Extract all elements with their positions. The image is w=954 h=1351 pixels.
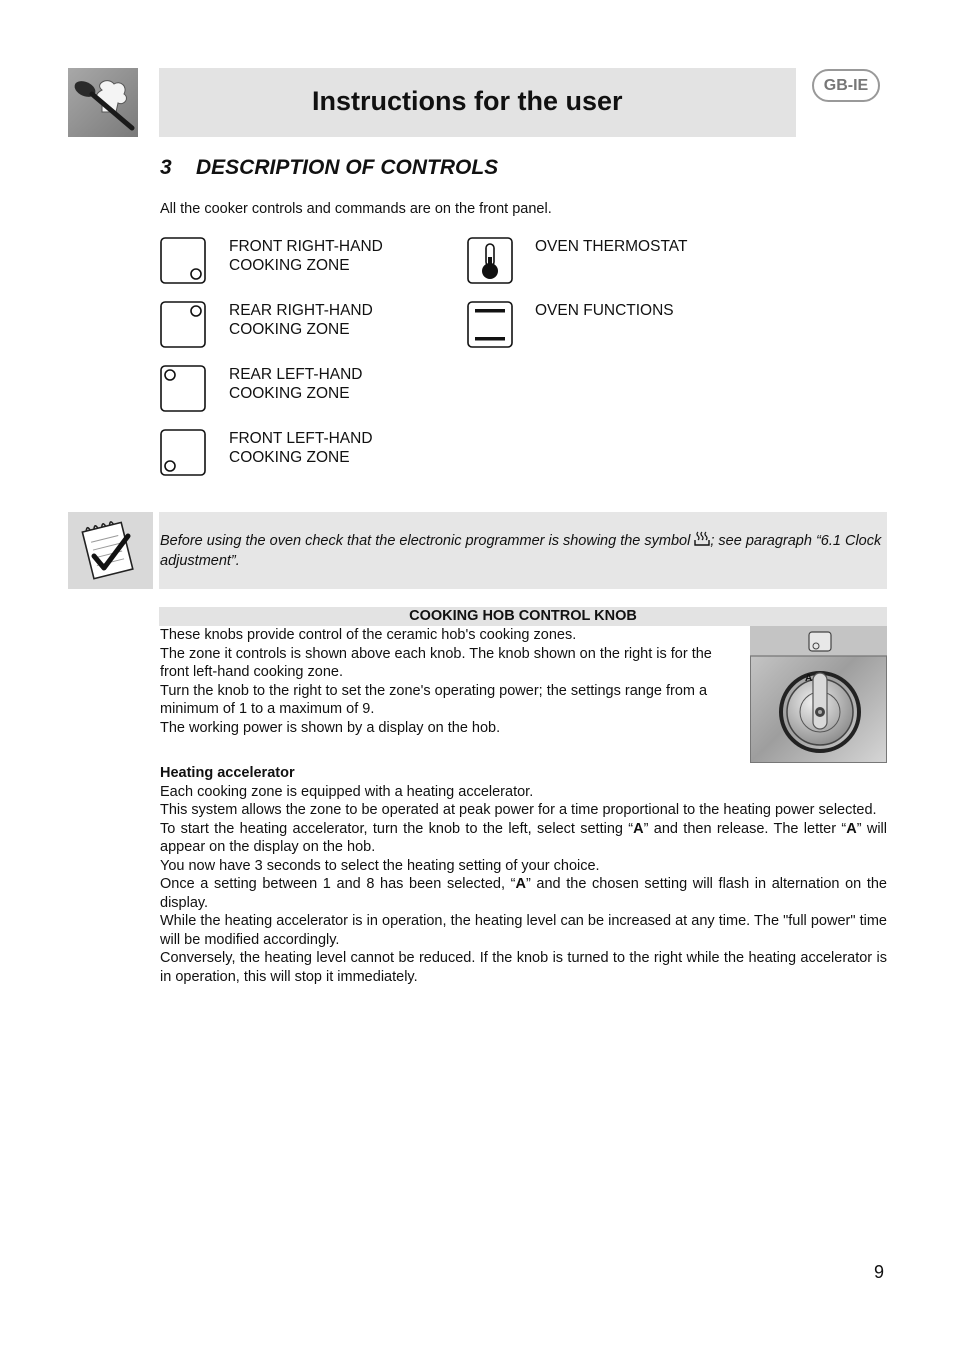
subsection-heading: COOKING HOB CONTROL KNOB	[409, 608, 637, 624]
oven-functions-icon	[467, 301, 513, 348]
paragraph: Turn the knob to the right to set the zone's operating power; the settings range from a minimum of 1 to a maximum of 9.	[160, 682, 708, 717]
accelerator-heading: Heating accelerator	[160, 765, 295, 781]
chef-logo	[68, 68, 138, 137]
control-label-oven-thermostat: OVEN THERMOSTAT	[535, 238, 688, 255]
paragraph: Each cooking zone is equipped with a heating accelerator.	[160, 783, 534, 800]
control-label-front-left: FRONT LEFT-HAND COOKING ZONE	[229, 430, 373, 466]
zone-rear-right-icon	[160, 301, 206, 348]
knob-illustration	[750, 626, 887, 763]
paragraph: You now have 3 seconds to select the heating setting of your choice.	[160, 857, 600, 874]
paragraph: While the heating accelerator is in operation, the heating level can be increased at any time. The "full power" time will be modified accordingly.	[160, 913, 887, 948]
zone-front-left-icon	[160, 429, 206, 476]
notepad-check-icon	[68, 512, 153, 589]
paragraph: The zone it controls is shown above each knob. The knob shown on the right is for the front left-hand cooking zone.	[160, 645, 712, 680]
region-badge: GB-IE	[812, 69, 880, 102]
section-heading	[160, 156, 498, 180]
note-text: Before using the oven check that the electronic programmer is showing the symbol ; see paragraph “6.1 Clock adjustment”.	[160, 533, 882, 569]
paragraph: This system allows the zone to be operated at peak power for a time proportional to the heating power selected.	[160, 802, 877, 818]
control-label-front-right: FRONT RIGHT-HAND COOKING ZONE	[229, 238, 383, 274]
section-title: DESCRIPTION OF CONTROLS	[196, 156, 499, 179]
page-number: 9	[874, 1262, 885, 1282]
zone-front-right-icon	[160, 237, 206, 284]
paragraph: The working power is shown by a display on the hob.	[160, 719, 501, 736]
control-knob-icon	[750, 626, 887, 763]
control-label-oven-functions: OVEN FUNCTIONS	[535, 302, 674, 319]
paragraph: Once a setting between 1 and 8 has been selected, “A” and the chosen setting will flash in alternation on the display.	[160, 876, 887, 911]
accelerator-section	[160, 764, 887, 986]
thermometer-icon	[467, 237, 513, 284]
knob-setting-label: A	[805, 673, 813, 684]
paragraph: These knobs provide control of the ceramic hob's cooking zones.	[160, 627, 577, 643]
section-number: 3	[160, 156, 172, 179]
control-label-rear-right: REAR RIGHT-HAND COOKING ZONE	[229, 302, 373, 338]
zone-rear-left-icon	[160, 365, 206, 412]
note-icon-box	[68, 512, 153, 589]
section-intro: All the cooker controls and commands are on the front panel.	[160, 201, 552, 217]
chef-spoon-icon	[68, 68, 138, 137]
page-title: Instructions for the user	[312, 86, 623, 116]
paragraph: Conversely, the heating level cannot be reduced. If the knob is turned to the right while the heating accelerator is in operation, this will stop it immediately.	[160, 950, 887, 985]
knob-description	[160, 626, 730, 737]
control-label-rear-left: REAR LEFT-HAND COOKING ZONE	[229, 366, 363, 402]
paragraph: To start the heating accelerator, turn the knob to the left, select setting “A” and then release. The letter “A” will appear on the display on the hob.	[160, 820, 887, 855]
cooking-symbol-icon	[694, 531, 710, 552]
